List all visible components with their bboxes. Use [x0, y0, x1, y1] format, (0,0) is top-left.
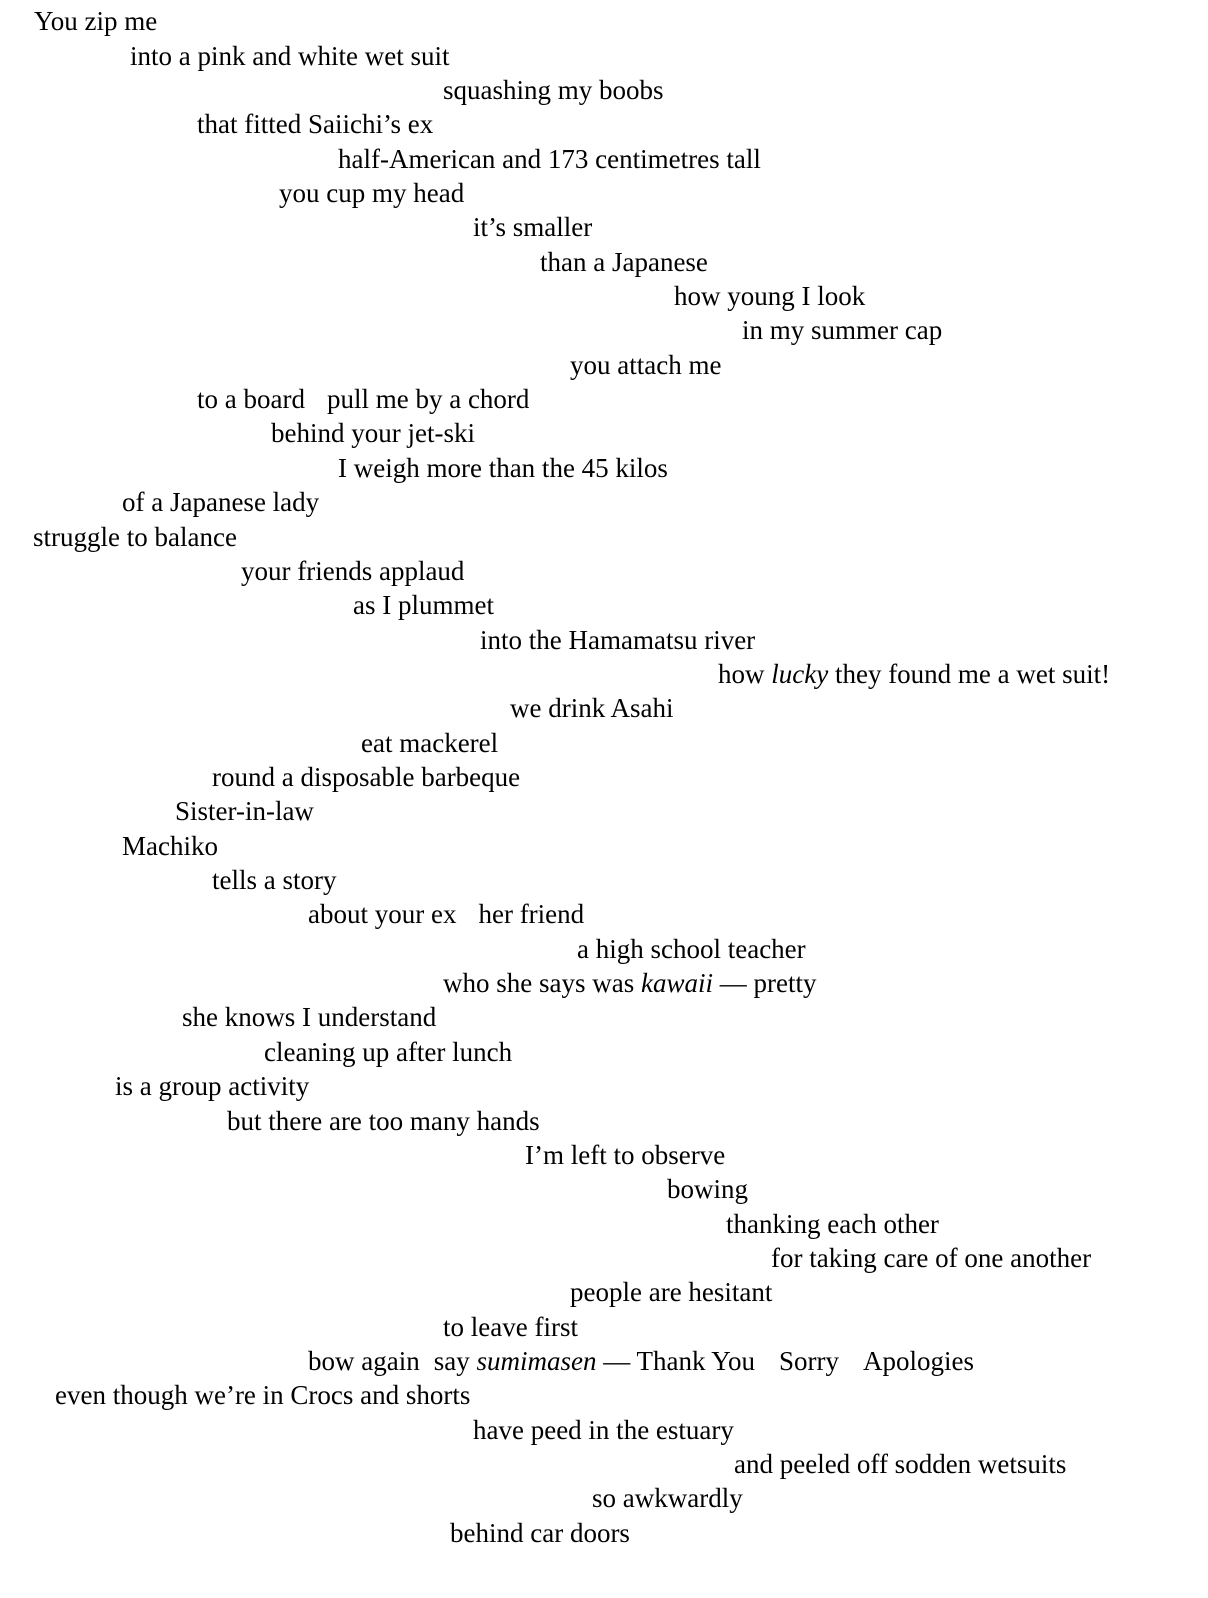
line-text: to a board [197, 384, 305, 414]
line-text: bowing [667, 1174, 748, 1204]
line-text: than a Japanese [540, 247, 708, 277]
poem-line [742, 314, 942, 346]
line-text: in my summer cap [742, 315, 943, 345]
line-text: people are hesitant [570, 1277, 773, 1307]
line-text: pull me by a chord [326, 384, 530, 414]
line-text: for taking care of one another [771, 1243, 1092, 1273]
line-text: about your ex [308, 899, 457, 929]
line-text: Machiko [122, 831, 218, 861]
line-text-italic: kawaii [640, 968, 713, 998]
poem-line [771, 1242, 1091, 1274]
poem-line [130, 40, 449, 72]
poem-line [338, 143, 761, 175]
line-text: Sorry [779, 1346, 840, 1376]
poem-line [726, 1208, 939, 1240]
line-text: say [433, 1346, 470, 1376]
line-text: behind your jet-ski [271, 418, 475, 448]
line-text: so awkwardly [592, 1483, 743, 1513]
line-text: eat mackerel [361, 728, 499, 758]
line-text: behind car doors [450, 1518, 630, 1548]
line-text: a high school teacher [577, 934, 806, 964]
poem-line [271, 417, 475, 449]
line-text: into a pink and white wet suit [130, 41, 450, 71]
poem-line [525, 1139, 725, 1171]
line-text: it’s smaller [473, 212, 593, 242]
line-text: you attach me [570, 350, 722, 380]
poem-line [510, 692, 673, 724]
poem-line [197, 108, 433, 140]
line-text: they found me a wet suit! [834, 659, 1111, 689]
poem-line [34, 5, 157, 37]
poem-line [197, 383, 529, 415]
poem-line [443, 967, 816, 999]
poem-line [227, 1105, 540, 1137]
poem-line [473, 211, 592, 243]
line-text: how [718, 659, 765, 689]
poem-line [473, 1414, 734, 1446]
poem-line [450, 1517, 630, 1549]
poem-line [122, 830, 218, 862]
line-text: Sister-in-law [175, 796, 314, 826]
line-text: squashing my boobs [443, 75, 664, 105]
poem-line [540, 246, 708, 278]
line-text-italic: lucky [771, 659, 829, 689]
line-text: I’m left to observe [525, 1140, 726, 1170]
line-text: into the Hamamatsu river [480, 625, 756, 655]
line-text: of a Japanese lady [122, 487, 320, 517]
line-text: her friend [478, 899, 585, 929]
poem-line [308, 1345, 974, 1377]
poem-line [734, 1448, 1066, 1480]
line-text: even though we’re in Crocs and shorts [55, 1380, 471, 1410]
line-text: half-American and 173 centimetres tall [338, 144, 761, 174]
line-text: how young I look [674, 281, 866, 311]
line-text: who she says was [443, 968, 635, 998]
poem-line [308, 898, 584, 930]
line-text: tells a story [212, 865, 337, 895]
poem-line [175, 795, 314, 827]
poem-line [212, 864, 336, 896]
poem-line [33, 521, 237, 553]
line-text: as I plummet [353, 590, 494, 620]
line-text: and peeled off sodden wetsuits [734, 1449, 1067, 1479]
line-text: struggle to balance [33, 522, 237, 552]
line-text: is a group activity [115, 1071, 310, 1101]
line-text: cleaning up after lunch [264, 1037, 513, 1067]
poem-line [122, 486, 319, 518]
line-text: you cup my head [279, 178, 465, 208]
poem-line [480, 624, 755, 656]
line-text: I weigh more than the 45 kilos [338, 453, 668, 483]
poem-line [361, 727, 498, 759]
poem-line [212, 761, 520, 793]
poem-line [718, 658, 1110, 690]
poem-line [338, 452, 668, 484]
line-text: we drink Asahi [510, 693, 674, 723]
line-text: she knows I understand [182, 1002, 437, 1032]
line-text: your friends applaud [241, 556, 465, 586]
line-text: to leave first [443, 1312, 578, 1342]
line-text: thanking each other [726, 1209, 939, 1239]
line-text: — pretty [719, 968, 817, 998]
poem-line [353, 589, 494, 621]
poem-line [592, 1482, 743, 1514]
line-text: but there are too many hands [227, 1106, 540, 1136]
poem-line [279, 177, 464, 209]
poem-line [674, 280, 865, 312]
poem-line [570, 349, 721, 381]
line-text: — Thank You [603, 1346, 756, 1376]
line-text: bow again [308, 1346, 420, 1376]
poem-line [443, 74, 664, 106]
poem-line [443, 1311, 578, 1343]
line-text: that fitted Saiichi’s ex [197, 109, 434, 139]
poem-line [264, 1036, 512, 1068]
poem-line [241, 555, 464, 587]
line-text: have peed in the estuary [473, 1415, 734, 1445]
line-text: round a disposable barbeque [212, 762, 521, 792]
poem-line [115, 1070, 309, 1102]
poem-line [570, 1276, 772, 1308]
line-text-italic: sumimasen [476, 1346, 597, 1376]
poem-line [667, 1173, 748, 1205]
poem-line [577, 933, 806, 965]
line-text: You zip me [34, 6, 158, 36]
poem-line [182, 1001, 436, 1033]
poem-line [55, 1379, 470, 1411]
line-text: Apologies [863, 1346, 975, 1376]
